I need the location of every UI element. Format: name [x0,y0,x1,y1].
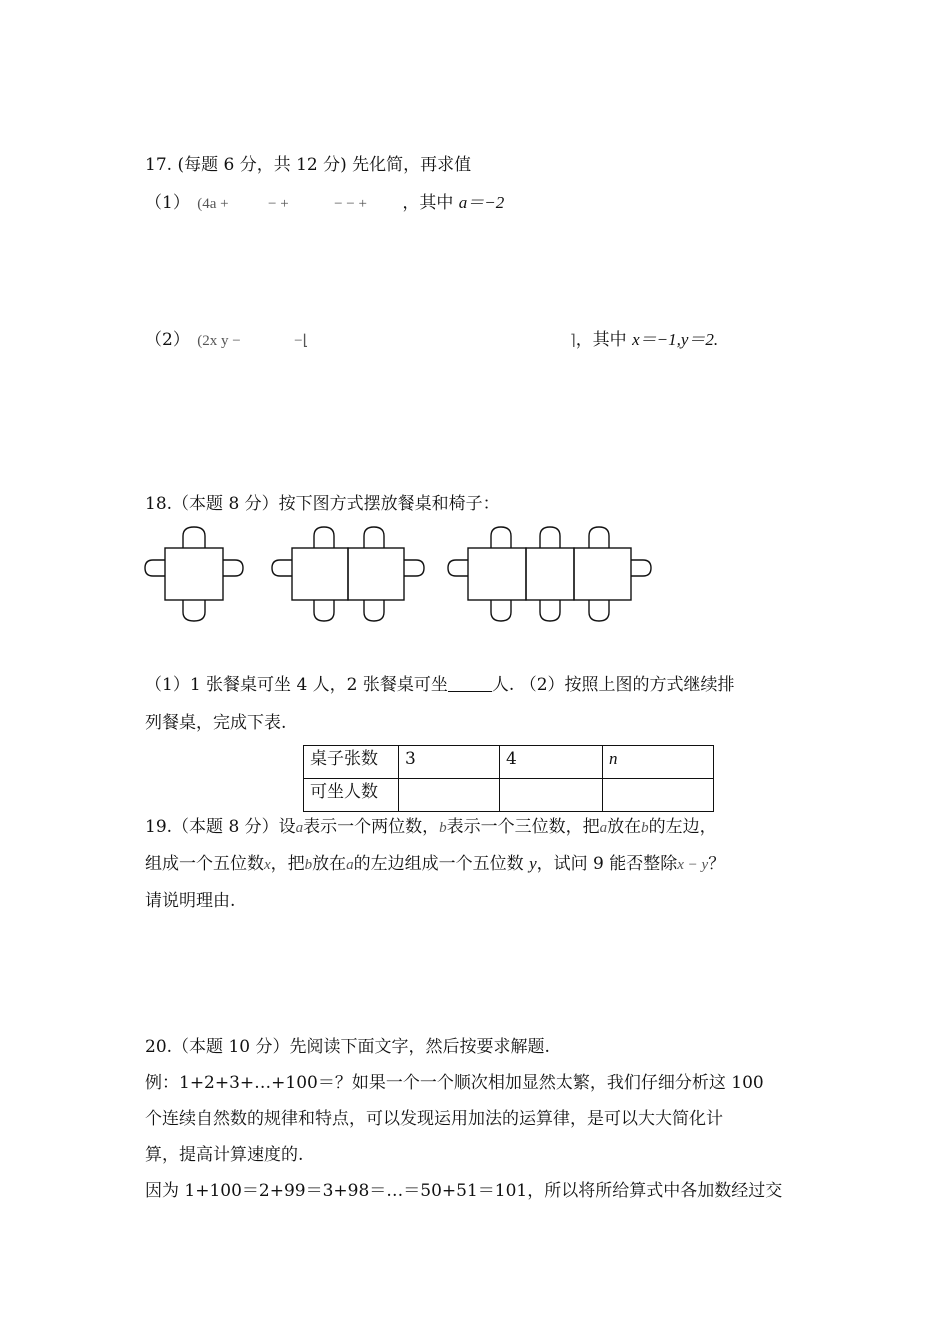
table-answer-cell[interactable] [399,779,500,812]
q19-text: 19.（本题 8 分）设 [145,817,296,837]
q17-part1-condition: a＝−2 [458,193,505,212]
q17-part1 [145,191,504,216]
q19-text: ，把 [270,854,305,874]
q18-text-c: 列餐桌，完成下表. [145,713,287,733]
chair-left [145,560,165,576]
q19-var-b: b [439,820,447,836]
q19-text: 放在 [607,817,642,837]
table-1 [165,548,223,600]
q19-var-b: b [641,820,649,836]
chair-bottom [183,600,205,621]
q18-answer-blank[interactable] [448,675,492,692]
q17-part2-expr-a: (2x y − [197,333,241,349]
q19-text: 放在 [312,854,347,874]
table-answer-cell[interactable] [603,779,714,812]
q17-part2 [145,328,718,353]
q19-line3: 请说明理由. [145,891,236,911]
table-2a [292,548,348,600]
q19-var-x: x [264,857,271,873]
chair-top [183,527,205,548]
q19-line2 [145,852,725,877]
q19-expr-x-minus-y: x − y [677,857,709,873]
q20-heading: 20.（本题 10 分）先阅读下面文字，然后按要求解题. [145,1037,550,1057]
table-chair-figure [140,522,660,626]
q17-part2-condition-prefix: ，其中 [575,330,633,350]
q19-text: 表示一个三位数，把 [446,817,600,837]
q19-var-a: a [346,857,354,873]
q20-line1: 例：1+2+3+…+100＝？如果一个一个顺次相加显然太繁，我们仔细分析这 100 [145,1073,764,1093]
table-header-seats: 可坐人数 [304,779,399,812]
table-2b [348,548,404,600]
q17-part1-label: （1） [145,193,190,213]
q19-var-y: y [529,854,537,873]
q17-heading: 17. (每题 6 分，共 12 分) 先化简，再求值 [145,155,472,175]
double-table-figure [272,527,424,621]
q20-line4: 因为 1+100＝2+99＝3+98＝…＝50+51＝101，所以将所给算式中各加数经过交 [145,1181,783,1201]
q19-var-b: b [304,857,313,873]
q18-text-a: （1）1 张餐桌可坐 4 人，2 张餐桌可坐 [145,675,448,695]
table-cell: 4 [500,746,603,779]
q17-part1-expr-a: (4a + [197,196,229,212]
triple-table-figure [448,527,651,621]
table-row [304,779,714,812]
q20-line2: 个连续自然数的规律和特点，可以发现运用加法的运算律，是可以大大简化计 [145,1109,723,1129]
q18-heading: 18.（本题 8 分）按下图方式摆放餐桌和椅子： [145,494,500,514]
q19-line1 [145,815,717,840]
table-answer-cell[interactable] [500,779,603,812]
q20-line3: 算，提高计算速度的. [145,1145,304,1165]
table-3a [468,548,526,600]
q17-part1-expr-b: − + [268,196,289,212]
q18-text-b: 人. （2）按照上图的方式继续排 [491,675,735,695]
q17-part1-expr-c: − − + [334,196,367,212]
q19-var-a: a [599,820,608,836]
q18-answer-table [303,745,714,812]
table-header-tables: 桌子张数 [304,746,399,779]
q17-part2-condition: x＝−1,y＝2. [632,330,719,349]
q17-part2-expr-c: ⌉ [569,333,576,349]
single-table-figure [145,527,243,621]
q19-text: 的左边， [648,817,717,837]
chair-right [223,560,243,576]
q18-part1-line [145,673,735,697]
table-cell: n [603,746,714,779]
q19-text: 组成一个五位数 [145,854,264,874]
q19-text: ？ [708,854,726,874]
q19-var-a: a [295,820,304,836]
q19-text: 表示一个两位数， [303,817,440,837]
table-3c [574,548,631,600]
q19-text: ，试问 9 能否整除 [536,854,678,874]
table-row [304,746,714,779]
table-3b [526,548,574,600]
q19-text: 的左边组成一个五位数 [353,854,530,874]
table-cell: 3 [399,746,500,779]
q17-part2-expr-b: −⌊ [294,333,309,349]
q17-part1-condition-prefix: ，其中 [402,193,459,213]
q17-part2-label: （2） [145,330,190,350]
